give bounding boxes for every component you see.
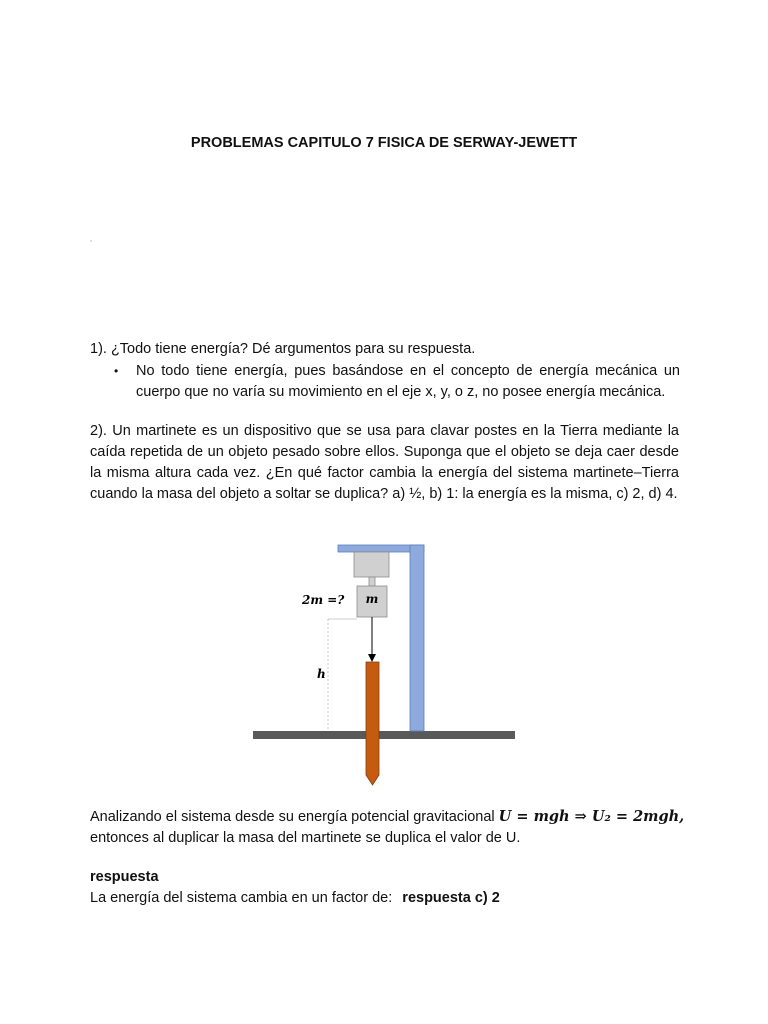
- pile-driver-diagram: [250, 540, 520, 790]
- response-text: La energía del sistema cambia en un factor de:: [90, 890, 393, 906]
- question-2-text: 2). Un martinete es un dispositivo que se usa para clavar postes en la Tierra mediante la caída repetida de un objeto pesado sobre ellos. Suponga que el objeto se deja caer desde la misma altura cada vez. ¿En qué factor cambia la energía del sistema martinete–Tierra cuando la masa del objeto a soltar se duplica? a) ½, b) 1: la energía es la misma, c) 2, d) 4.: [90, 423, 679, 502]
- upper-block: [354, 552, 389, 577]
- response-line: [90, 890, 500, 906]
- stray-mark: [90, 240, 92, 242]
- response-heading: respuesta: [90, 869, 159, 885]
- question-1-text: 1). ¿Todo tiene energía? Dé argumentos para su respuesta.: [90, 341, 476, 357]
- drop-arrow-icon: [368, 654, 376, 662]
- bullet-icon: •: [114, 364, 119, 378]
- response-answer: respuesta c) 2: [402, 890, 500, 906]
- frame-column: [410, 545, 424, 731]
- analysis-line-2: entonces al duplicar la masa del martinete se duplica el valor de U.: [90, 830, 521, 846]
- mass-label: m: [365, 592, 379, 606]
- pile-driver-figure: [250, 540, 520, 790]
- analysis-text: Analizando el sistema desde su energía potencial gravitacional: [90, 809, 495, 825]
- question-1-answer: No todo tiene energía, pues basándose en el concepto de energía mecánica un cuerpo que no varía su movimiento en el eje x, y, o z, no posee energía mecánica.: [136, 363, 680, 400]
- post: [366, 662, 379, 785]
- question-1: [90, 339, 680, 403]
- energy-formula: U = mgh ⇒ U₂ = 2mgh,: [498, 808, 685, 825]
- connector: [369, 577, 375, 586]
- analysis-paragraph: [90, 806, 690, 849]
- height-label: h: [317, 667, 326, 681]
- ground-bar: [253, 731, 515, 739]
- page-title: PROBLEMAS CAPITULO 7 FISICA DE SERWAY-JEWETT: [190, 135, 578, 151]
- double-mass-label: 2m =?: [302, 593, 345, 607]
- question-1-answer-item: [90, 361, 680, 403]
- analysis-line-1: [90, 806, 690, 828]
